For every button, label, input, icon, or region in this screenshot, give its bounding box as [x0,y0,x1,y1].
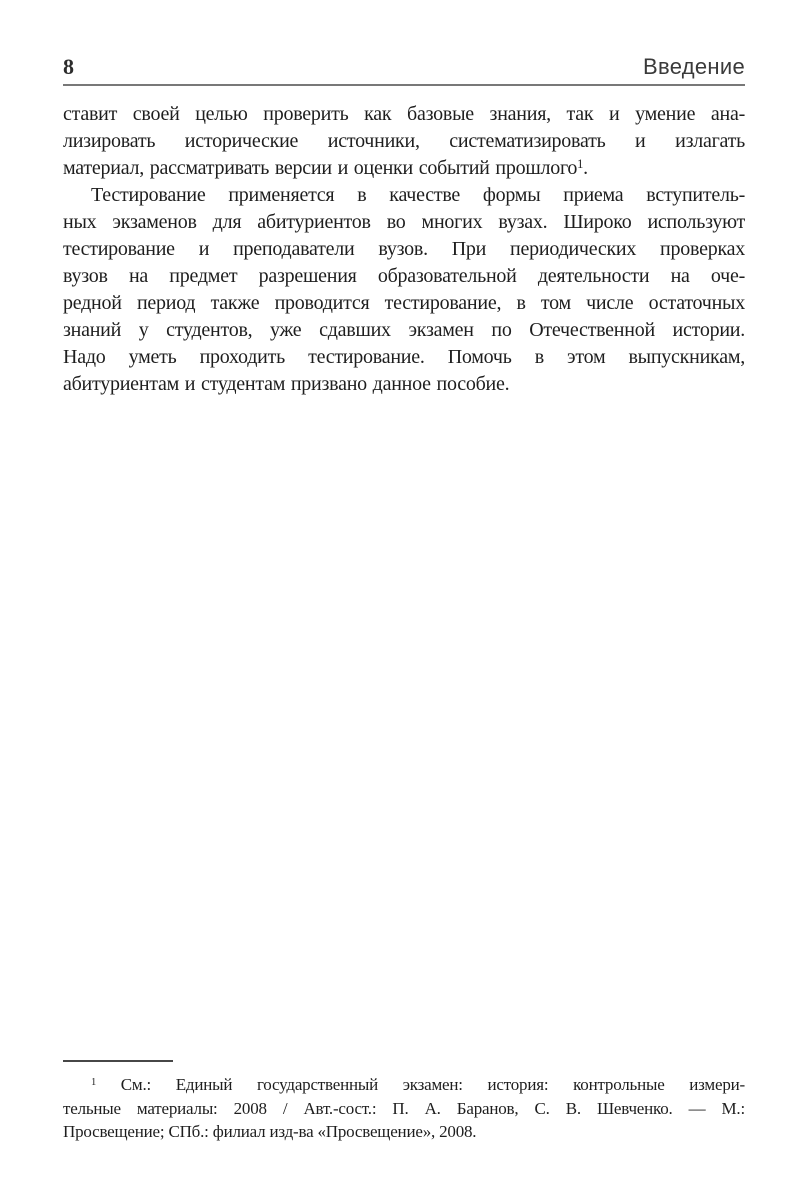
body-line: тестирование и преподаватели вузов. При периодических проверках [63,238,745,260]
body-line: ставит своей целью проверить как базовые знания, так и умение ана- [63,103,745,125]
body-line-text: материал, рассматривать версии и оценки событий прошлого [63,157,578,179]
footnote-line-text: См.: Единый государственный экзамен: история: контрольные измери- [96,1075,745,1094]
paragraph [63,101,745,182]
footnote-reference: 1 [577,156,584,171]
body-line: вузов на предмет разрешения образовательной деятельности на оче- [63,265,745,287]
footnote-separator-rule [63,1060,173,1062]
footnote-line: Просвещение; СПб.: филиал изд-ва «Просвещение», 2008. [63,1122,477,1141]
footnote-block [63,1050,745,1144]
page-number: 8 [63,54,74,79]
body-text [63,101,745,398]
body-line: ных экзаменов для абитуриентов во многих вузах. Широко используют [63,211,745,233]
body-line: лизировать исторические источники, систематизировать и излагать [63,130,745,152]
footnote-marker: 1 [91,1076,97,1088]
footnote-line [63,1073,745,1097]
paragraph [63,182,745,398]
body-line: редной период также проводится тестирование, в том числе остаточных [63,292,745,314]
section-title: Введение [642,54,745,79]
running-header [63,54,745,86]
body-line: Тестирование применяется в качестве формы приема вступитель- [91,184,745,206]
body-line: абитуриентам и студентам призвано данное пособие. [63,373,510,395]
body-line: Надо уметь проходить тестирование. Помочь в этом выпускникам, [63,346,745,368]
body-line-text: . [583,157,588,179]
body-line [63,155,745,182]
body-line: знаний у студентов, уже сдавших экзамен по Отечественной истории. [63,319,745,341]
footnote-line: тельные материалы: 2008 / Авт.-сост.: П. А. Баранов, С. В. Шевченко. — М.: [63,1098,745,1118]
